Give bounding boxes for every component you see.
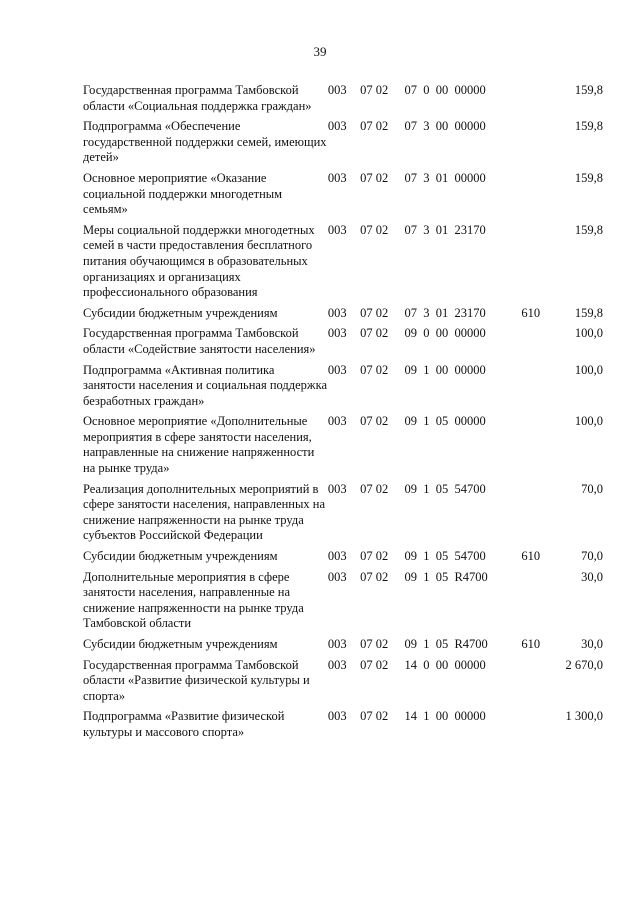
table-row	[83, 570, 603, 637]
row-section-code: 07 02	[360, 657, 389, 672]
row-target-article-code: 14 1 00 00000	[404, 709, 486, 724]
row-target-article-code: 09 1 05 R4700	[404, 569, 488, 584]
row-name: Реализация дополнительных мероприятий в сфере занятости населения, направленных на снижение напряженности на рынке труда субъектов Российской Федерации	[83, 481, 326, 543]
table-row	[83, 658, 603, 710]
table-row	[83, 223, 603, 306]
row-amount: 100,0	[574, 414, 603, 429]
row-ministry-code: 003	[327, 549, 347, 564]
row-name: Субсидии бюджетным учреждениям	[83, 637, 278, 651]
budget-table	[83, 83, 603, 746]
row-ministry-code: 003	[327, 119, 347, 134]
row-amount: 159,8	[574, 222, 603, 237]
row-target-article-code: 09 1 05 00000	[404, 414, 486, 429]
row-ministry-code: 003	[327, 569, 347, 584]
row-section-code: 07 02	[360, 569, 389, 584]
row-expense-type-code	[521, 709, 549, 745]
row-ministry-code: 003	[327, 170, 347, 185]
row-name: Дополнительные мероприятия в сфере занятости населения, направленные на снижение напряженности на рынке труда Тамбовской области	[83, 569, 304, 631]
row-target-article-code: 07 3 01 00000	[404, 170, 486, 185]
row-section-code: 07 02	[360, 481, 389, 496]
row-section-code: 07 02	[360, 170, 389, 185]
row-amount: 70,0	[581, 549, 603, 564]
row-ministry-code: 003	[327, 414, 347, 429]
row-amount: 159,8	[574, 170, 603, 185]
row-expense-type-code	[521, 83, 549, 119]
row-expense-type-code	[521, 482, 549, 549]
row-target-article-code: 09 1 05 R4700	[404, 637, 488, 651]
row-name: Подпрограмма «Активная политика занятости населения и социальная поддержка безработных граждан»	[83, 362, 328, 408]
row-expense-type-code	[521, 570, 549, 637]
row-expense-type-code	[521, 119, 549, 171]
row-amount: 70,0	[581, 481, 603, 496]
row-expense-type-code	[521, 223, 549, 306]
budget-table-body	[83, 83, 603, 746]
table-row	[83, 414, 603, 481]
row-section-code: 07 02	[360, 709, 389, 724]
row-section-code: 07 02	[360, 305, 389, 320]
table-row	[83, 83, 603, 119]
row-expense-type-code	[521, 658, 549, 710]
row-target-article-code: 07 3 01 23170	[404, 222, 486, 237]
page-number: 39	[313, 44, 327, 59]
row-name: Государственная программа Тамбовской области «Содействие занятости населения»	[83, 326, 316, 356]
row-amount: 2 670,0	[565, 657, 603, 672]
row-name: Субсидии бюджетным учреждениям	[83, 549, 278, 564]
table-row	[83, 171, 603, 223]
row-ministry-code: 003	[327, 222, 347, 237]
row-target-article-code: 07 0 00 00000	[404, 83, 486, 97]
row-amount: 100,0	[574, 362, 603, 377]
row-amount: 159,8	[574, 119, 603, 134]
row-name: Основное мероприятие «Дополнительные мероприятия в сфере занятости населения, направленные на снижение напряженности на рынке труда»	[83, 414, 315, 476]
row-target-article-code: 09 1 00 00000	[404, 362, 486, 377]
row-target-article-code: 14 0 00 00000	[404, 657, 486, 672]
row-section-code: 07 02	[360, 119, 389, 134]
row-target-article-code: 09 1 05 54700	[404, 481, 486, 496]
row-ministry-code: 003	[327, 709, 347, 724]
table-row	[83, 709, 603, 745]
row-ministry-code: 003	[327, 362, 347, 377]
table-row	[83, 549, 603, 570]
row-ministry-code: 003	[327, 657, 347, 672]
table-row	[83, 637, 603, 658]
row-name: Меры социальной поддержки многодетных семей в части предоставления бесплатного питания обучающимся в образовательных организациях и организациях профессионального образования	[83, 222, 315, 300]
row-ministry-code: 003	[327, 83, 347, 97]
row-target-article-code: 09 0 00 00000	[404, 326, 486, 341]
row-ministry-code: 003	[327, 637, 347, 651]
row-amount: 159,8	[574, 83, 603, 97]
row-name: Основное мероприятие «Оказание социальной поддержки многодетным семьям»	[83, 170, 283, 217]
row-expense-type-code	[521, 171, 549, 223]
row-amount: 1 300,0	[565, 709, 603, 724]
row-expense-type-code	[521, 326, 549, 362]
row-expense-type-code: 610	[521, 637, 541, 651]
row-target-article-code: 07 3 00 00000	[404, 119, 486, 134]
table-row	[83, 482, 603, 549]
row-name: Государственная программа Тамбовской области «Социальная поддержка граждан»	[83, 83, 312, 113]
row-section-code: 07 02	[360, 83, 389, 97]
row-amount: 100,0	[574, 326, 603, 341]
row-section-code: 07 02	[360, 362, 389, 377]
row-ministry-code: 003	[327, 326, 347, 341]
row-name: Подпрограмма «Обеспечение государственной поддержки семей, имеющих детей»	[83, 119, 327, 165]
table-row	[83, 326, 603, 362]
row-section-code: 07 02	[360, 637, 389, 651]
row-section-code: 07 02	[360, 414, 389, 429]
row-amount: 30,0	[581, 569, 603, 584]
row-ministry-code: 003	[327, 481, 347, 496]
row-expense-type-code: 610	[521, 549, 541, 564]
row-section-code: 07 02	[360, 222, 389, 237]
row-amount: 159,8	[574, 305, 603, 320]
table-row	[83, 119, 603, 171]
row-target-article-code: 07 3 01 23170	[404, 305, 486, 320]
row-expense-type-code: 610	[521, 305, 541, 320]
row-name: Субсидии бюджетным учреждениям	[83, 305, 278, 320]
row-name: Подпрограмма «Развитие физической культуры и массового спорта»	[83, 709, 285, 739]
row-expense-type-code	[521, 414, 549, 481]
row-amount: 30,0	[581, 637, 603, 651]
row-target-article-code: 09 1 05 54700	[404, 549, 486, 564]
row-name: Государственная программа Тамбовской области «Развитие физической культуры и спорта»	[83, 657, 310, 703]
table-row	[83, 306, 603, 327]
row-section-code: 07 02	[360, 326, 389, 341]
row-ministry-code: 003	[327, 305, 347, 320]
row-section-code: 07 02	[360, 549, 389, 564]
row-expense-type-code	[521, 363, 549, 415]
table-row	[83, 363, 603, 415]
